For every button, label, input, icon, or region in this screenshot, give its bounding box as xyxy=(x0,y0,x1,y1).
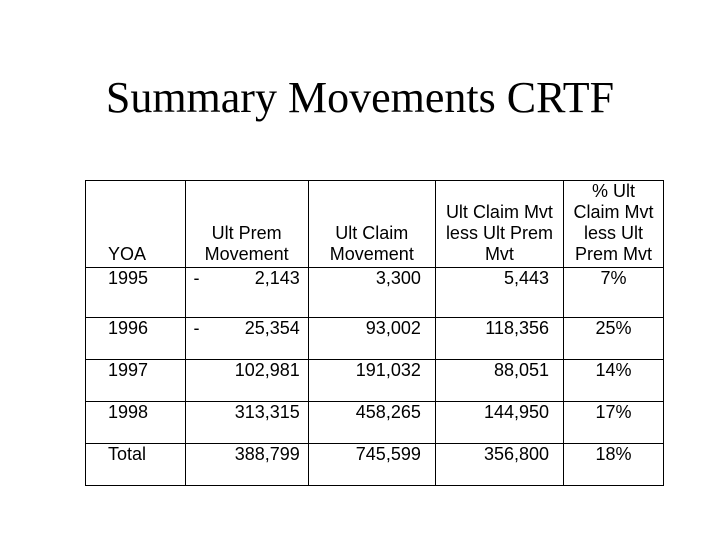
cell-pct: 14% xyxy=(564,360,664,402)
negative-sign: - xyxy=(193,268,200,288)
table-row-total xyxy=(86,444,664,486)
cell-ult-prem xyxy=(185,444,308,486)
cell-ult-prem-value: 25,354 xyxy=(244,318,300,338)
cell-claim-less-prem: 118,356 xyxy=(435,318,563,360)
cell-ult-claim: 3,300 xyxy=(308,268,435,318)
cell-claim-less-prem: 356,800 xyxy=(435,444,563,486)
cell-claim-less-prem: 5,443 xyxy=(435,268,563,318)
cell-yoa: 1996 xyxy=(86,318,186,360)
cell-pct: 18% xyxy=(564,444,664,486)
cell-ult-claim: 458,265 xyxy=(308,402,435,444)
header-ult-prem-movement: Ult Prem Movement xyxy=(185,181,308,268)
table-header-row xyxy=(86,181,664,268)
table-row xyxy=(86,360,664,402)
header-ult-claim-movement: Ult Claim Movement xyxy=(308,181,435,268)
table-row xyxy=(86,318,664,360)
cell-claim-less-prem: 144,950 xyxy=(435,402,563,444)
cell-ult-claim: 745,599 xyxy=(308,444,435,486)
slide-title: Summary Movements CRTF xyxy=(105,73,615,122)
header-claim-less-prem: Ult Claim Mvt less Ult Prem Mvt xyxy=(435,181,563,268)
summary-table xyxy=(85,180,664,486)
cell-ult-claim: 93,002 xyxy=(308,318,435,360)
header-pct-claim-less-prem: % Ult Claim Mvt less Ult Prem Mvt xyxy=(564,181,664,268)
cell-yoa: 1997 xyxy=(86,360,186,402)
cell-ult-prem xyxy=(185,360,308,402)
header-yoa: YOA xyxy=(86,181,186,268)
cell-pct: 7% xyxy=(564,268,664,318)
cell-ult-prem-value: 102,981 xyxy=(234,360,300,380)
cell-ult-claim: 191,032 xyxy=(308,360,435,402)
cell-pct: 17% xyxy=(564,402,664,444)
cell-pct: 25% xyxy=(564,318,664,360)
cell-yoa: 1998 xyxy=(86,402,186,444)
cell-ult-prem-value: 2,143 xyxy=(254,268,300,288)
negative-sign: - xyxy=(193,318,200,338)
cell-ult-prem xyxy=(185,318,308,360)
table-row xyxy=(86,268,664,318)
cell-ult-prem xyxy=(185,402,308,444)
cell-claim-less-prem: 88,051 xyxy=(435,360,563,402)
cell-yoa: 1995 xyxy=(86,268,186,318)
table-row xyxy=(86,402,664,444)
cell-ult-prem-value: 388,799 xyxy=(234,444,300,464)
cell-yoa: Total xyxy=(86,444,186,486)
cell-ult-prem-value: 313,315 xyxy=(234,402,300,422)
cell-ult-prem xyxy=(185,268,308,318)
